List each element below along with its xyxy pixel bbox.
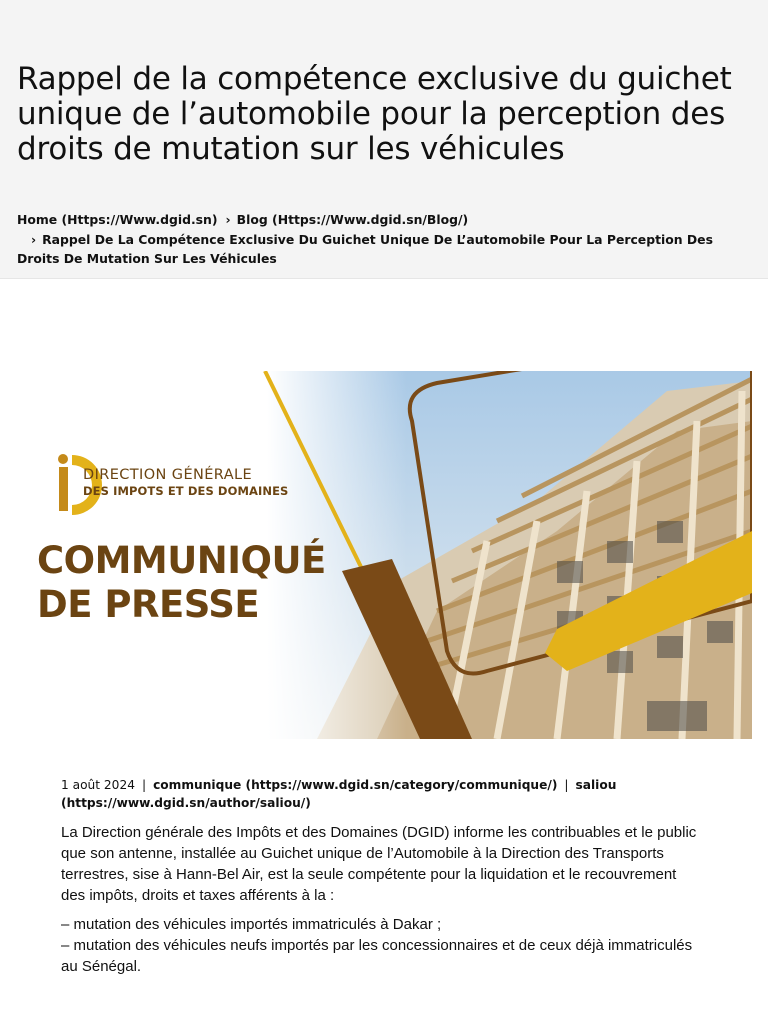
dgid-logo-text: DIRECTION GÉNÉRALE DES IMPOTS ET DES DOMAINES	[83, 467, 289, 498]
breadcrumb-chevron-icon: ›	[31, 231, 37, 247]
page-title: Rappel de la compétence exclusive du guichet unique de l’automobile pour la perception des droits de mutation sur les véhicules	[17, 61, 732, 167]
communique-headline: COMMUNIQUÉ DE PRESSE	[37, 539, 326, 626]
building-photo	[267, 371, 752, 739]
breadcrumb-blog-link[interactable]: Blog (Https://Www.dgid.sn/Blog/)	[236, 212, 469, 227]
article-body	[61, 822, 701, 977]
article-paragraph: La Direction générale des Impôts et des Domaines (DGID) informe les contribuables et le public que son antenne, installée au Guichet unique de l’Automobile à la Direction des Transports terrestres, sise à Hann-Bel Air, est la seule compétente pour la liquidation et le recouvrement des impôts, droits et taxes afférents à la :	[61, 824, 697, 904]
list-item: – mutation des véhicules neufs importés par les concessionnaires et de ceux déjà immatriculés au Sénégal.	[61, 937, 693, 975]
post-meta: 1 août 2024 | communique (https://www.dgid.sn/category/communique/) | saliou (https://www.dgid.sn/author/saliou/)	[61, 778, 617, 810]
list-item: – mutation des véhicules importés immatriculés à Dakar ;	[61, 916, 442, 933]
author-link[interactable]: saliou (https://www.dgid.sn/author/saliou/)	[61, 778, 617, 810]
breadcrumb-current: Rappel De La Compétence Exclusive Du Guichet Unique De L’automobile Pour La Perception Des Droits De Mutation Sur Les Véhicules	[17, 231, 713, 266]
featured-image	[17, 371, 752, 739]
page-header	[0, 0, 768, 279]
breadcrumb-chevron-icon: ›	[225, 212, 231, 227]
breadcrumb	[17, 210, 752, 269]
post-date: 1 août 2024	[61, 778, 135, 792]
breadcrumb-home-link[interactable]: Home (Https://Www.dgid.sn)	[17, 212, 218, 227]
category-link[interactable]: communique (https://www.dgid.sn/category/communique/)	[153, 778, 558, 792]
